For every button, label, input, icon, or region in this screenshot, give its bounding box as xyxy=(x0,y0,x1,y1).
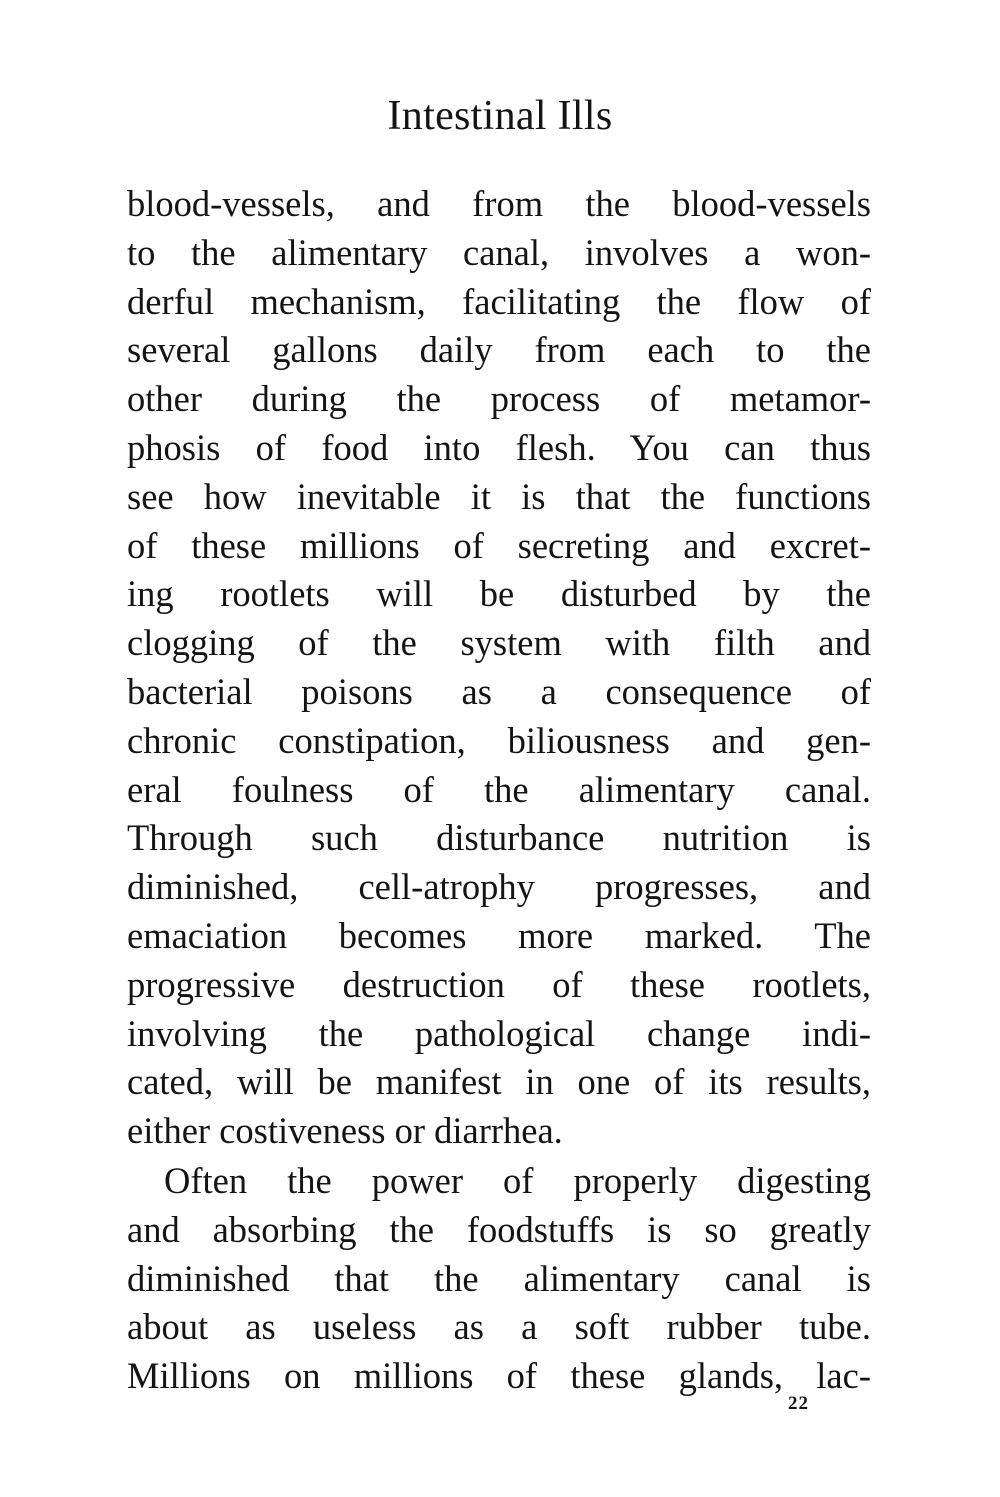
text-line: to the alimentary canal, involves a won- xyxy=(127,231,871,273)
body-text xyxy=(127,180,871,1401)
text-line: Through such disturbance nutrition is xyxy=(127,817,871,859)
text-line: ing rootlets will be disturbed by the xyxy=(127,573,871,615)
text-line: several gallons daily from each to the xyxy=(127,329,871,371)
text-line: progressive destruction of these rootlets, xyxy=(127,963,871,1005)
text-line: clogging of the system with filth and xyxy=(127,622,871,664)
text-line: about as useless as a soft rubber tube. xyxy=(127,1306,871,1348)
text-line: chronic constipation, biliousness and gen- xyxy=(127,719,871,761)
text-line: derful mechanism, facilitating the flow of xyxy=(127,280,871,322)
running-head: Intestinal Ills xyxy=(387,93,613,139)
text-line: involving the pathological change indi- xyxy=(127,1012,871,1054)
text-line: Often the power of properly digesting xyxy=(164,1159,871,1201)
page-number: 22 xyxy=(788,1393,809,1414)
paragraph xyxy=(127,180,871,1156)
text-line: blood-vessels, and from the blood-vessels xyxy=(127,183,871,224)
text-line: other during the process of metamor- xyxy=(127,378,871,420)
text-line: emaciation becomes more marked. The xyxy=(127,914,871,956)
text-line: see how inevitable it is that the functions xyxy=(127,475,871,517)
text-line: cated, will be manifest in one of its results, xyxy=(127,1061,871,1103)
text-line: Millions on millions of these glands, lac- xyxy=(127,1355,871,1397)
text-line: of these millions of secreting and excret- xyxy=(127,524,871,566)
text-line: bacterial poisons as a consequence of xyxy=(127,670,871,712)
text-line: either costiveness or diarrhea. xyxy=(127,1110,563,1152)
text-line: eral foulness of the alimentary canal. xyxy=(127,768,871,810)
text-line: diminished, cell-atrophy progresses, and xyxy=(127,866,871,908)
text-line: and absorbing the foodstuffs is so greatly xyxy=(127,1208,871,1250)
paragraph xyxy=(127,1157,871,1401)
text-line: diminished that the alimentary canal is xyxy=(127,1257,871,1299)
text-line: phosis of food into flesh. You can thus xyxy=(127,426,871,468)
